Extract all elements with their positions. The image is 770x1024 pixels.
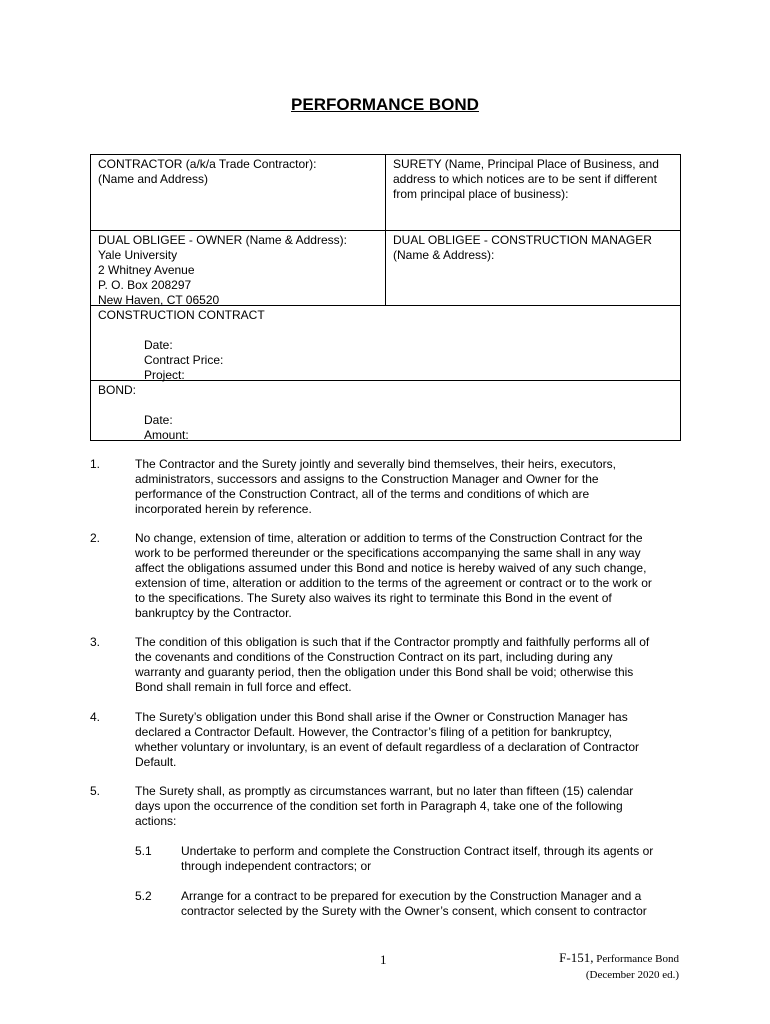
paragraph-line: administrators, successors and assigns to the Construction Manager and Owner for the — [135, 472, 599, 486]
paragraph-line: actions: — [135, 814, 177, 828]
paragraph-line: to the specifications. The Surety also waives its right to terminate this Bond in the event of — [135, 591, 612, 605]
paragraph-line: performance of the Construction Contract, all of the terms and conditions of which are — [135, 487, 590, 501]
surety-label-cont: address to which notices are to be sent if different — [393, 172, 657, 186]
owner-cell — [91, 231, 385, 306]
paragraph-number: 5. — [90, 784, 101, 798]
paragraph-line: bankruptcy by the Contractor. — [135, 606, 292, 620]
construction-manager-sublabel: (Name & Address): — [393, 248, 495, 262]
paragraph-line: incorporated herein by reference. — [135, 502, 312, 516]
page-number: 1 — [380, 952, 387, 967]
construction-manager-label: DUAL OBLIGEE - CONSTRUCTION MANAGER — [393, 233, 652, 247]
form-code: F-151, — [559, 950, 594, 965]
owner-po-box: P. O. Box 208297 — [98, 278, 192, 292]
paragraph-line: The Surety shall, as promptly as circumstances warrant, but no later than fifteen (15) calendar — [135, 784, 634, 798]
subparagraph-line: Arrange for a contract to be prepared for execution by the Construction Manager and a — [181, 889, 642, 903]
paragraph-number: 2. — [90, 531, 101, 545]
paragraph-line: Default. — [135, 755, 177, 769]
surety-label: SURETY (Name, Principal Place of Business, and — [393, 157, 659, 171]
form-name: Performance Bond — [593, 953, 679, 965]
paragraph-4 — [90, 710, 682, 770]
paragraph-line: The Surety’s obligation under this Bond shall arise if the Owner or Construction Manager has — [135, 710, 628, 724]
bond-date-label: Date: — [144, 413, 173, 427]
contract-date-label: Date: — [144, 338, 173, 352]
paragraph-line: The Contractor and the Surety jointly and severally bind themselves, their heirs, executors, — [135, 457, 616, 471]
construction-contract-label: CONSTRUCTION CONTRACT — [98, 308, 265, 322]
subparagraph-5-1 — [135, 844, 682, 874]
paragraph-line: declared a Contractor Default. However, the Contractor’s filing of a petition for bankruptcy, — [135, 725, 612, 739]
owner-label: DUAL OBLIGEE - OWNER (Name & Address): — [98, 233, 347, 247]
contractor-sublabel: (Name and Address) — [98, 172, 209, 186]
owner-city: New Haven, CT 06520 — [98, 293, 220, 307]
form-edition: (December 2020 ed.) — [585, 969, 679, 981]
surety-label-cont: from principal place of business): — [393, 187, 569, 201]
subparagraph-number: 5.1 — [135, 844, 152, 858]
construction-contract-cell — [91, 306, 680, 381]
paragraph-3 — [90, 635, 682, 695]
subparagraph-number: 5.2 — [135, 889, 152, 903]
subparagraph-5-2 — [135, 889, 682, 919]
paragraph-line: whether voluntary or involuntary, is an event of default regardless of a declaration of Contractor — [135, 740, 640, 754]
paragraph-line: extension of time, alteration or addition to the terms of the agreement or contract or to the work or — [135, 576, 652, 590]
paragraph-line: The condition of this obligation is such that if the Contractor promptly and faithfully performs all of — [135, 635, 650, 649]
subparagraph-line: Undertake to perform and complete the Construction Contract itself, through its agents or — [181, 844, 654, 858]
paragraph-1 — [90, 457, 682, 517]
page-title: PERFORMANCE BOND — [291, 95, 479, 114]
subparagraph-line: through independent contractors; or — [181, 859, 372, 873]
construction-manager-cell — [386, 231, 680, 306]
bond-amount-label: Amount: — [144, 428, 189, 442]
contract-price-label: Contract Price: — [144, 353, 224, 367]
paragraph-line: days upon the occurrence of the condition set forth in Paragraph 4, take one of the following — [135, 799, 623, 813]
paragraph-line: warranty and guaranty period, then the obligation under this Bond shall be void; otherwise this — [135, 665, 634, 679]
paragraph-2 — [90, 531, 682, 621]
owner-street: 2 Whitney Avenue — [98, 263, 195, 277]
paragraph-number: 4. — [90, 710, 101, 724]
bond-label: BOND: — [98, 383, 137, 397]
paragraph-number: 3. — [90, 635, 101, 649]
owner-name: Yale University — [98, 248, 178, 262]
paragraph-line: the covenants and conditions of the Construction Contract on its part, including during any — [135, 650, 613, 664]
surety-cell — [386, 155, 680, 230]
paragraph-line: Bond shall remain in full force and effect. — [135, 680, 352, 694]
subparagraph-line: contractor selected by the Surety with the Owner’s consent, which consent to contractor — [181, 904, 647, 918]
contractor-cell — [91, 155, 385, 230]
paragraph-number: 1. — [90, 457, 101, 471]
paragraph-line: work to be performed thereunder or the specifications accompanying the same shall in any way — [135, 546, 641, 560]
form-identifier — [559, 950, 679, 983]
bond-cell — [91, 381, 680, 441]
paragraph-line: No change, extension of time, alteration or addition to terms of the Construction Contract for the — [135, 531, 643, 545]
bond-info-table — [90, 154, 681, 441]
contractor-label: CONTRACTOR (a/k/a Trade Contractor): — [98, 157, 317, 171]
contract-project-label: Project: — [144, 368, 185, 382]
paragraph-5 — [90, 784, 682, 829]
paragraph-line: affect the obligations assumed under this Bond and notice is hereby waived of any such change, — [135, 561, 647, 575]
